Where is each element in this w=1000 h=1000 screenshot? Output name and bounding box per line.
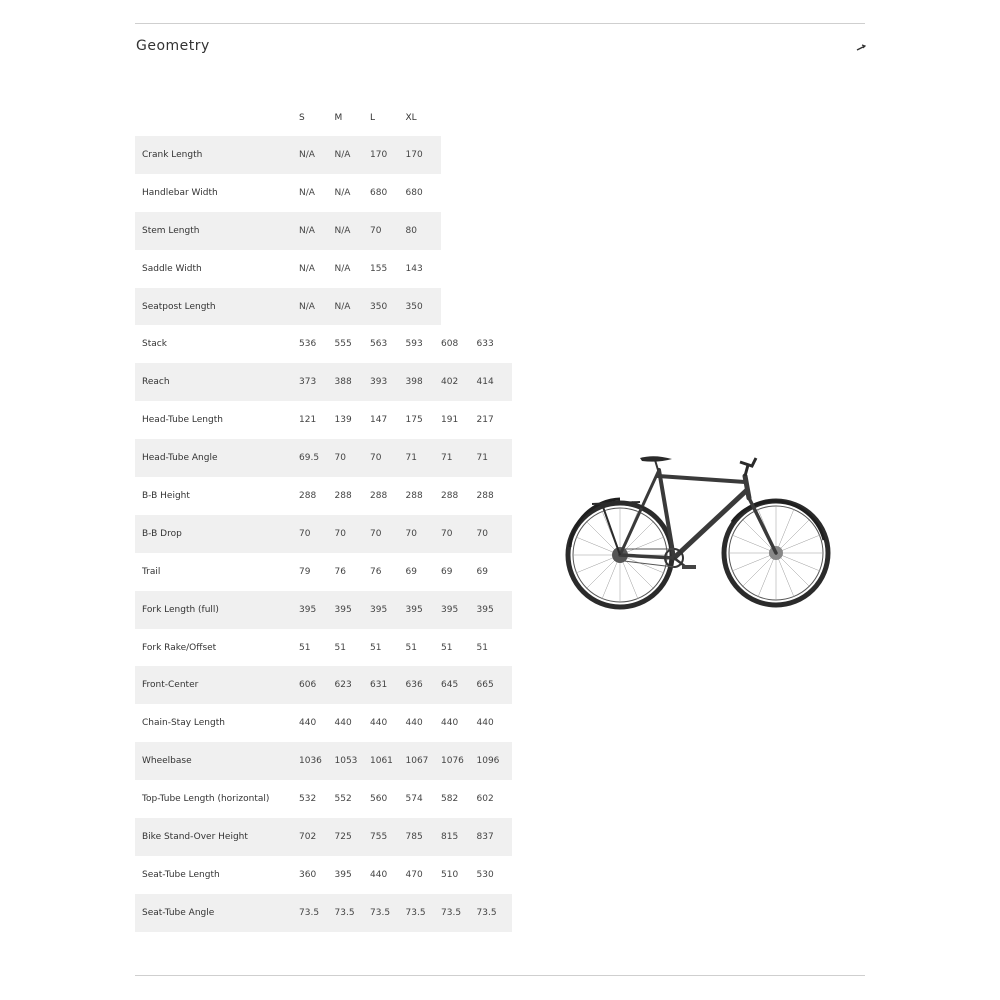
row-label: Front-Center xyxy=(135,666,299,704)
row-value: 470 xyxy=(405,869,423,880)
row-value: 217 xyxy=(476,415,494,426)
table-row xyxy=(135,477,512,515)
row-value: N/A xyxy=(334,187,351,198)
row-value: N/A xyxy=(334,263,351,274)
row-value: 73.5 xyxy=(335,894,371,932)
row-value: 440 xyxy=(299,718,317,729)
size-header-5 xyxy=(441,100,477,136)
row-label: B-B Height xyxy=(142,490,190,501)
row-value xyxy=(441,288,477,326)
row-value: 51 xyxy=(370,642,382,653)
row-value: 414 xyxy=(477,363,513,401)
table-row xyxy=(135,818,512,856)
header-row xyxy=(135,100,512,136)
bottom-divider xyxy=(135,975,865,976)
row-value xyxy=(441,136,477,174)
row-label: Stack xyxy=(142,339,167,350)
row-label: Head-Tube Length xyxy=(142,415,223,426)
row-value: 70 xyxy=(370,439,406,477)
row-value: 69.5 xyxy=(299,439,335,477)
row-value: 69 xyxy=(405,566,417,577)
table-row xyxy=(135,250,512,288)
row-value xyxy=(477,212,513,250)
row-value: 395 xyxy=(477,591,513,629)
size-header-m: M xyxy=(334,113,343,123)
row-value: 555 xyxy=(334,339,352,350)
table-row xyxy=(135,439,512,477)
row-value: 73.5 xyxy=(477,894,513,932)
row-value: 815 xyxy=(441,818,477,856)
table-row xyxy=(135,515,512,553)
row-value: 147 xyxy=(370,415,388,426)
row-value: 73.5 xyxy=(441,894,477,932)
row-label: B-B Drop xyxy=(135,515,299,553)
row-value: 70 xyxy=(406,515,442,553)
row-label: Wheelbase xyxy=(135,742,299,780)
row-value: 121 xyxy=(299,415,317,426)
row-value: 80 xyxy=(406,212,442,250)
table-row xyxy=(135,629,512,667)
row-label: Seat-Tube Length xyxy=(142,869,220,880)
row-value: 71 xyxy=(406,439,442,477)
row-value: 631 xyxy=(370,666,406,704)
row-value: 395 xyxy=(334,869,352,880)
collapse-icon[interactable] xyxy=(855,40,867,52)
row-value: 395 xyxy=(299,591,335,629)
row-value: 1067 xyxy=(406,742,442,780)
row-value: 536 xyxy=(299,339,317,350)
row-value: 582 xyxy=(441,794,459,805)
row-label: Head-Tube Angle xyxy=(135,439,299,477)
table-row xyxy=(135,856,512,894)
row-value: N/A xyxy=(299,212,335,250)
row-label: Fork Length (full) xyxy=(135,591,299,629)
row-value: 440 xyxy=(370,869,388,880)
row-value: 725 xyxy=(335,818,371,856)
row-value: 360 xyxy=(299,869,317,880)
row-label: Reach xyxy=(135,363,299,401)
row-value: 288 xyxy=(476,490,494,501)
table-row xyxy=(135,894,512,932)
row-value: 593 xyxy=(405,339,423,350)
row-value: 70 xyxy=(370,212,406,250)
row-value: 552 xyxy=(334,794,352,805)
drivetrain xyxy=(624,549,696,569)
size-header-6 xyxy=(477,100,513,136)
row-value: 288 xyxy=(299,490,317,501)
row-label: Seat-Tube Angle xyxy=(135,894,299,932)
row-value: 73.5 xyxy=(370,894,406,932)
row-value: 1053 xyxy=(335,742,371,780)
row-label: Crank Length xyxy=(135,136,299,174)
row-value xyxy=(441,250,477,288)
row-value: 170 xyxy=(370,136,406,174)
row-value: 70 xyxy=(441,515,477,553)
row-value: 70 xyxy=(370,515,406,553)
row-value: 70 xyxy=(477,515,513,553)
header-label-cell xyxy=(135,100,299,136)
row-value: 288 xyxy=(405,490,423,501)
row-label: Fork Rake/Offset xyxy=(142,642,217,653)
row-value: 633 xyxy=(476,339,494,350)
row-value: 606 xyxy=(299,666,335,704)
section-title: Geometry xyxy=(136,38,210,54)
row-value: N/A xyxy=(335,136,371,174)
row-value: 1061 xyxy=(370,742,406,780)
row-value: 170 xyxy=(406,136,442,174)
row-value: 175 xyxy=(405,415,423,426)
row-value: 288 xyxy=(334,490,352,501)
row-value: N/A xyxy=(299,187,315,198)
row-value: 70 xyxy=(299,515,335,553)
row-value: 70 xyxy=(335,439,371,477)
row-value xyxy=(441,212,477,250)
row-value: N/A xyxy=(299,288,335,326)
row-value: 440 xyxy=(334,718,352,729)
row-value: 51 xyxy=(334,642,346,653)
row-value: 395 xyxy=(441,591,477,629)
row-value: 645 xyxy=(441,666,477,704)
saddle xyxy=(640,456,672,470)
top-divider xyxy=(135,23,865,24)
row-value: 402 xyxy=(441,363,477,401)
row-value: 755 xyxy=(370,818,406,856)
row-value: 155 xyxy=(370,263,388,274)
row-value: 143 xyxy=(405,263,423,274)
row-value: 71 xyxy=(477,439,513,477)
row-value: 636 xyxy=(406,666,442,704)
row-value: 665 xyxy=(477,666,513,704)
row-value: 510 xyxy=(441,869,459,880)
geometry-table xyxy=(135,100,512,932)
row-value: 623 xyxy=(335,666,371,704)
table-row xyxy=(135,325,512,363)
row-value: 398 xyxy=(406,363,442,401)
row-value xyxy=(477,288,513,326)
row-value xyxy=(477,136,513,174)
row-value: 608 xyxy=(441,339,459,350)
row-value: 1096 xyxy=(477,742,513,780)
row-value: 393 xyxy=(370,363,406,401)
row-label: Top-Tube Length (horizontal) xyxy=(142,794,270,805)
table-row xyxy=(135,136,512,174)
size-header-l: L xyxy=(370,113,376,123)
row-label: Bike Stand-Over Height xyxy=(135,818,299,856)
row-value: N/A xyxy=(299,263,315,274)
row-value: 837 xyxy=(477,818,513,856)
row-value: 70 xyxy=(335,515,371,553)
table-row xyxy=(135,212,512,250)
row-value: 1076 xyxy=(441,742,477,780)
row-value: 73.5 xyxy=(406,894,442,932)
row-value: 440 xyxy=(441,718,459,729)
row-value: 350 xyxy=(406,288,442,326)
table-row xyxy=(135,174,512,212)
row-value: 51 xyxy=(476,642,488,653)
row-value: 388 xyxy=(335,363,371,401)
row-value xyxy=(477,174,513,212)
row-value: 76 xyxy=(334,566,346,577)
table-row xyxy=(135,666,512,704)
table-row xyxy=(135,401,512,439)
row-value: 574 xyxy=(405,794,423,805)
row-value: 350 xyxy=(370,288,406,326)
row-label: Saddle Width xyxy=(142,263,202,274)
row-value: N/A xyxy=(335,212,371,250)
row-label: Trail xyxy=(142,566,161,577)
row-value: 440 xyxy=(370,718,388,729)
row-label: Stem Length xyxy=(135,212,299,250)
row-value xyxy=(477,250,513,288)
row-value: 440 xyxy=(405,718,423,729)
table-row xyxy=(135,591,512,629)
row-value xyxy=(441,174,477,212)
row-value: 560 xyxy=(370,794,388,805)
row-value: 71 xyxy=(441,439,477,477)
row-value: 79 xyxy=(299,566,311,577)
size-header-xl: XL xyxy=(405,113,417,123)
row-value: 563 xyxy=(370,339,388,350)
row-label: Handlebar Width xyxy=(142,187,218,198)
handlebar xyxy=(740,458,756,476)
table-row xyxy=(135,288,512,326)
row-value: 680 xyxy=(405,187,423,198)
table-row xyxy=(135,780,512,818)
table-row xyxy=(135,704,512,742)
row-value: N/A xyxy=(299,136,335,174)
row-value: N/A xyxy=(335,288,371,326)
table-row xyxy=(135,553,512,591)
row-value: 702 xyxy=(299,818,335,856)
row-value: 395 xyxy=(335,591,371,629)
table-row xyxy=(135,363,512,401)
row-value: 69 xyxy=(476,566,488,577)
row-value: 395 xyxy=(406,591,442,629)
row-value: 1036 xyxy=(299,742,335,780)
row-label: Chain-Stay Length xyxy=(142,718,225,729)
row-value: 191 xyxy=(441,415,459,426)
row-value: 73.5 xyxy=(299,894,335,932)
row-value: 51 xyxy=(405,642,417,653)
row-value: 395 xyxy=(370,591,406,629)
row-value: 373 xyxy=(299,363,335,401)
table-row xyxy=(135,742,512,780)
row-value: 76 xyxy=(370,566,382,577)
row-value: 440 xyxy=(476,718,494,729)
bike-image xyxy=(562,452,834,610)
row-value: 532 xyxy=(299,794,317,805)
size-header-s: S xyxy=(299,113,305,123)
row-value: 51 xyxy=(299,642,311,653)
row-value: 785 xyxy=(406,818,442,856)
row-value: 680 xyxy=(370,187,388,198)
row-value: 139 xyxy=(334,415,352,426)
row-value: 288 xyxy=(370,490,388,501)
row-value: 51 xyxy=(441,642,453,653)
row-value: 602 xyxy=(476,794,494,805)
row-label: Seatpost Length xyxy=(135,288,299,326)
row-value: 69 xyxy=(441,566,453,577)
row-value: 288 xyxy=(441,490,459,501)
row-value: 530 xyxy=(476,869,494,880)
